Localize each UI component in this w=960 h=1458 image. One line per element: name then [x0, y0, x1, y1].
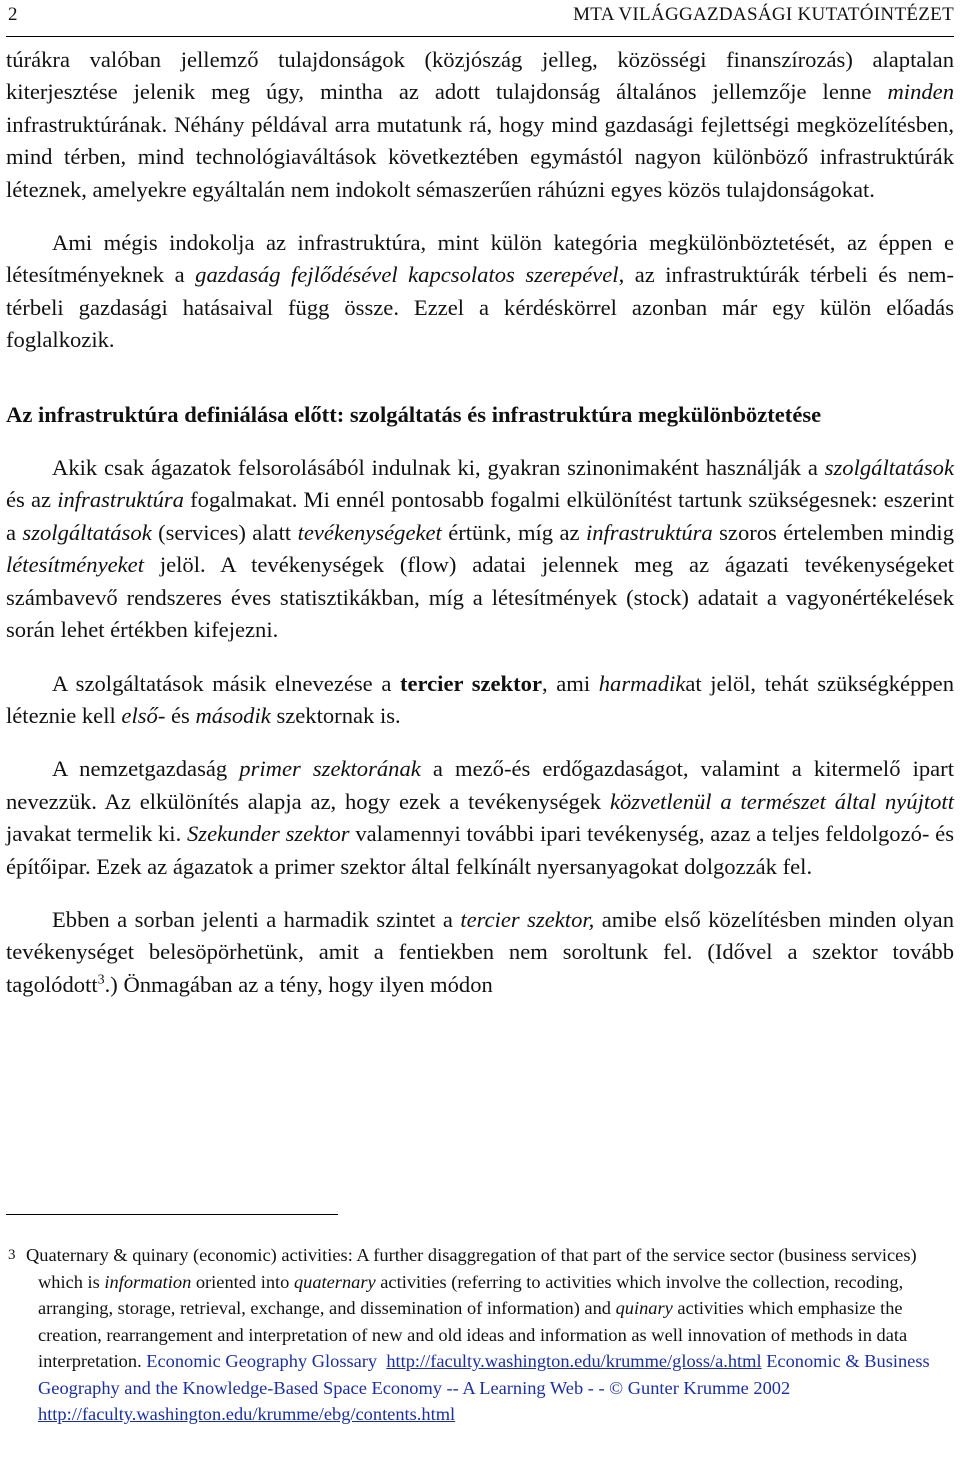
paragraph-1: túrákra valóban jellemző tulajdonságok (közjószág jelleg, közösségi finanszírozás) alaptalan kiterjesztése jelenik meg úgy, mintha az adott tulajdonság általános jellemzője lenne minden infrastruktúrának. Néhány példával arra mutatunk rá, hogy mind gazdasági fejlettségi megközelítésben, mind térben, mind technológiaváltások következtében egymástól nagyon különböző infrastruktúrák léteznek, amelyekre egyáltalán nem indokolt sémaszerűen ráhúzni egyes közös tulajdonságokat. [6, 47, 954, 202]
paragraph-2: Ami mégis indokolja az infrastruktúra, mint külön kategória megkülönböztetését, az éppen e létesítményeknek a gazdaság fejlődésével kapcsolatos szerepével, az infrastruktúrák térbeli és nem-térbeli gazdasági hatásaival függ össze. Ezzel a kérdéskörrel azonban már egy külön előadás foglalkozik. [6, 230, 954, 353]
book-title: Economic & Business Geography and the Knowledge-Based Space Economy -- A Learning Web - - © Gunter Krumme 2002 [38, 1351, 930, 1398]
paragraph-6: Ebben a sorban jelenti a harmadik szintet a tercier szektor, amibe első közelítésben minden olyan tevékenységet belesöpörhetünk, amit a fentiekben nem soroltunk fel. (Idővel a szektor tovább tagolódott$^3$.) Önmagában az a tény, hogy ilyen módon [6, 906, 955, 997]
footnote-separator [6, 1214, 338, 1215]
footnote [6, 1242, 954, 1428]
running-header [6, 0, 954, 37]
footnote-number: 3 [8, 1247, 16, 1263]
paragraph-5: A nemzetgazdaság primer szektorának a mező-és erdőgazdaságot, valamint a kitermelő ipart nevezzük. Az elkülönítés alapja az, hogy ezek a tevékenységek közvetlenül a természet által nyújtott javakat termelik ki. Szekunder szektor valamennyi további ipari tevékenység, azaz a teljes feldolgozó- és építőipar. Ezek az ágazatok a primer szektor által felkínált nyersanyagokat dolgozzák fel. [6, 756, 955, 879]
glossary-title: Economic Geography Glossary [146, 1351, 378, 1371]
paragraph-4: A szolgáltatások másik elnevezése a tercier szektor, ami harmadikat jelöl, tehát szükségképpen léteznie kell első- és második szektornak is. [6, 670, 954, 728]
page-number: 2 [8, 4, 18, 25]
footnote-text: Quaternary & quinary (economic) activities: A further disaggregation of that part of the service sector (business services) which is information oriented into quaternary activities (referring to activities which involve the collection, recoding, arranging, storage, retrieval, exchange, and dissemination of information) and quinary activities which emphasize the creation, rearrangement and interpretation of new and old ideas and information as well innovation of methods in data interpretation. Economic Geography Glossary http://faculty.washington.edu/krumme/gloss/a.html Economic & Business Geography and the Knowledge-Based Space Economy -- A Learning Web - - © Gunter Krumme 2002 http://faculty.washington.edu/krumme/ebg/contents.html [26, 1245, 930, 1424]
body-text [6, 44, 954, 1001]
section-heading: Az infrastruktúra definiálása előtt: szolgáltatás és infrastruktúra megkülönböztetése [6, 401, 822, 427]
paragraph-3: Akik csak ágazatok felsorolásából indulnak ki, gyakran szinonimaként használják a szolgáltatások és az infrastruktúra fogalmakat. Mi ennél pontosabb fogalmi elkülönítést tartunk szükségesnek: eszerint a szolgáltatások (services) alatt tevékenységeket értünk, míg az infrastruktúra szoros értelemben mindig létesítményeket jelöl. A tevékenységek (flow) adatai jelennek meg az ágazati tevékenységeket számbavevő rendszeres éves statisztikákban, míg a létesítmények (stock) adatait a vagyonértékelések során lehet értékben kifejezni. [6, 455, 954, 643]
running-title: MTA VILÁGGAZDASÁGI KUTATÓINTÉZET [573, 4, 954, 25]
footnote-ref[interactable]: 3 [97, 972, 105, 988]
glossary-link[interactable]: http://faculty.washington.edu/krumme/gloss/a.html [386, 1351, 762, 1371]
contents-link[interactable]: http://faculty.washington.edu/krumme/ebg/contents.html [38, 1404, 456, 1424]
